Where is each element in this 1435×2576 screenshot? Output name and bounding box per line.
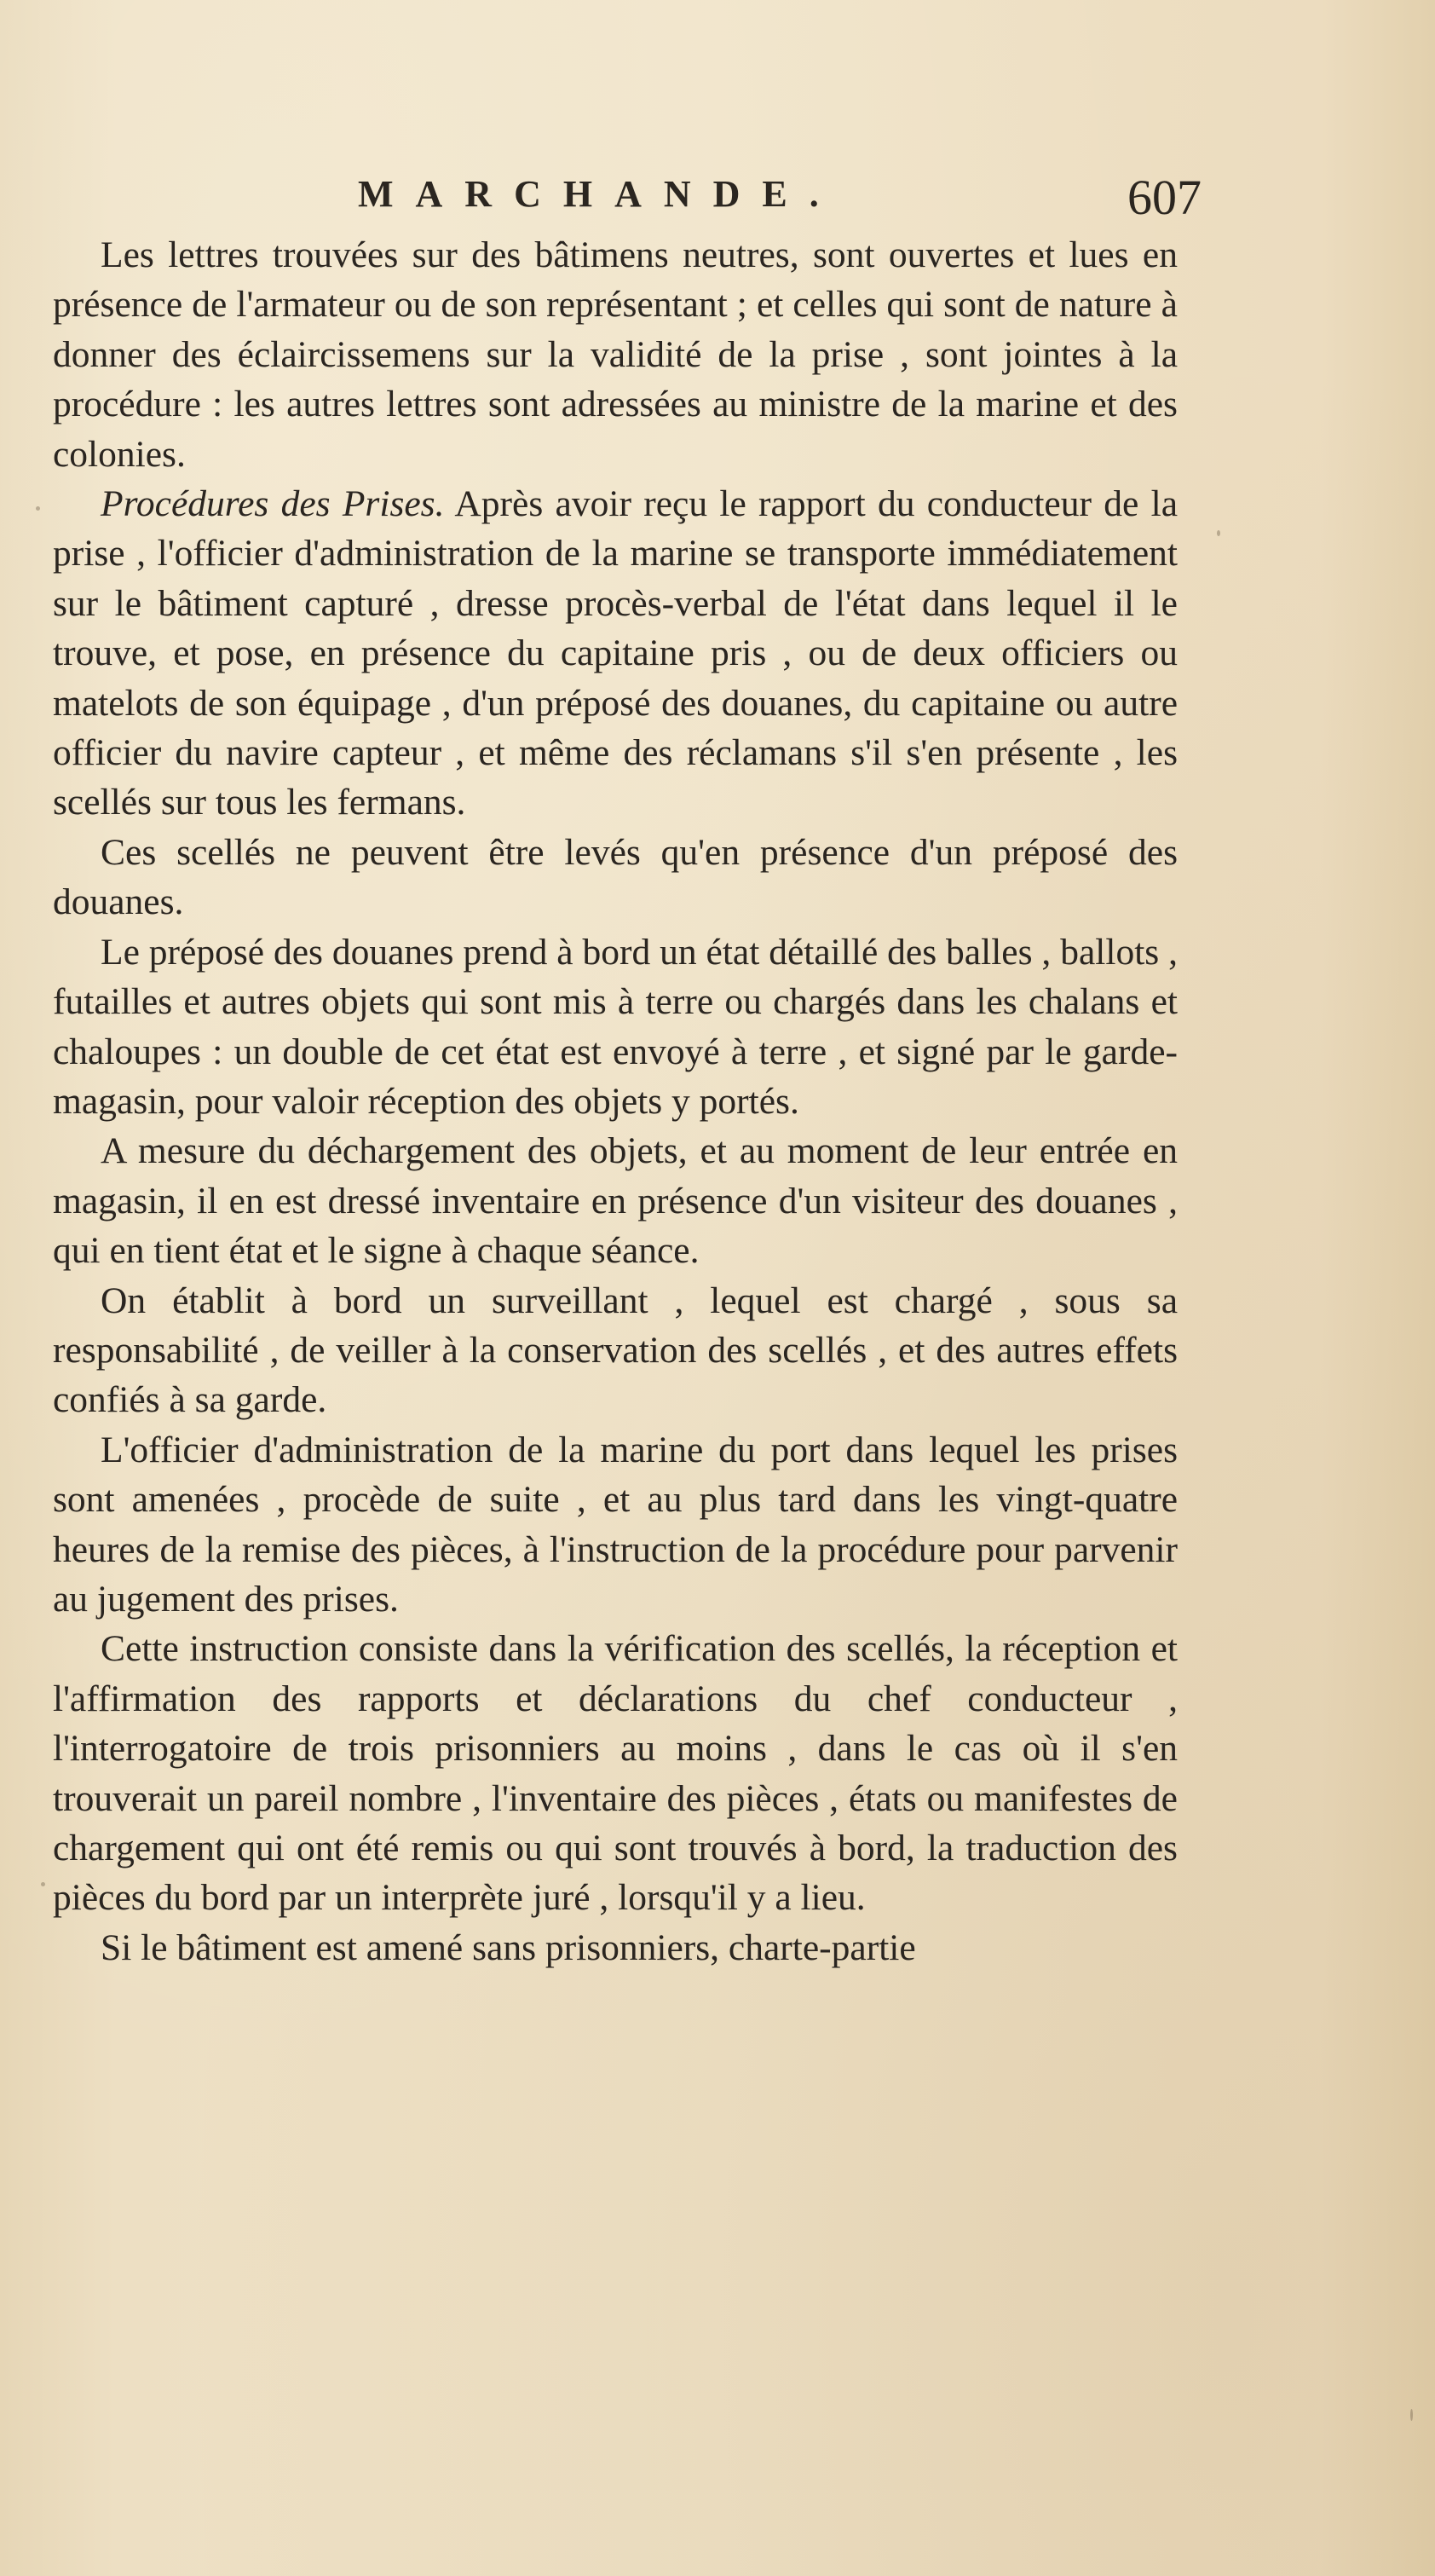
paragraph: A mesure du déchargement des objets, et au moment de leur entrée en magasin, il en est dressé inventaire en présence d'un visiteur des douanes , qui en tient état et le signe à chaque séance. <box>53 1130 1178 1272</box>
paragraph: On établit à bord un surveillant , lequel est chargé , sous sa responsabilité , de veiller à la conservation des scellés , et des autres effets confiés à sa garde. <box>53 1279 1178 1421</box>
section-heading: Procédures des Prises. <box>101 483 445 525</box>
paper-speck <box>36 506 40 511</box>
paragraph: Procédures des Prises. Après avoir reçu le rapport du conducteur de la prise , l'officier d'administration de la marine se transporte immédiatement sur le bâtiment capturé , dresse procès-verbal de l'état dans lequel il le trouve, et pose, en présence du capitaine pris , ou de deux officiers ou matelots de son équipage , d'un préposé des douanes, du capitaine ou autre officier du navire capteur , et même des réclamans s'il s'en présente , les scellés sur tous les fermans. <box>53 483 1178 823</box>
running-head: MARCHANDE. <box>358 173 841 215</box>
paragraph: Le préposé des douanes prend à bord un état détaillé des balles , ballots , futailles et autres objets qui sont mis à terre ou chargés dans les chalans et chaloupes : un double de cet état est envoyé à terre , et signé par le garde-magasin, pour valoir réception des objets y portés. <box>53 931 1178 1122</box>
paragraph: Cette instruction consiste dans la vérification des scellés, la réception et l'affirmation des rapports et déclarations du chef conducteur , l'interrogatoire de trois prisonniers au moins , dans le cas où il s'en trouverait un pareil nombre , l'inventaire des pièces , états ou manifestes de chargement qui ont été remis ou qui sont trouvés à bord, la traduction des pièces du bord par un interprète juré , lorsqu'il y a lieu. <box>53 1628 1178 1919</box>
page-body <box>53 230 1178 1972</box>
paragraph: L'officier d'administration de la marine du port dans lequel les prises sont amenées , procède de suite , et au plus tard dans les vingt-quatre heures de la remise des pièces, à l'instruction de la procédure pour parvenir au jugement des prises. <box>53 1429 1178 1620</box>
paragraph: Ces scellés ne peuvent être levés qu'en présence d'un préposé des douanes. <box>53 831 1178 923</box>
paper-speck <box>1217 530 1220 536</box>
paragraph: Si le bâtiment est amené sans prisonniers, charte-partie <box>101 1926 916 1968</box>
paper-speck <box>1410 2409 1413 2421</box>
page-number: 607 <box>1127 170 1202 225</box>
page-header <box>60 169 1202 228</box>
paper-speck <box>41 1882 45 1886</box>
paragraph: Les lettres trouvées sur des bâtimens neutres, sont ouvertes et lues en présence de l'armateur ou de son représentant ; et celles qui sont de nature à donner des éclaircissemens sur la validité de la prise , sont jointes à la procédure : les autres lettres sont adressées au ministre de la marine et des colonies. <box>53 234 1178 475</box>
